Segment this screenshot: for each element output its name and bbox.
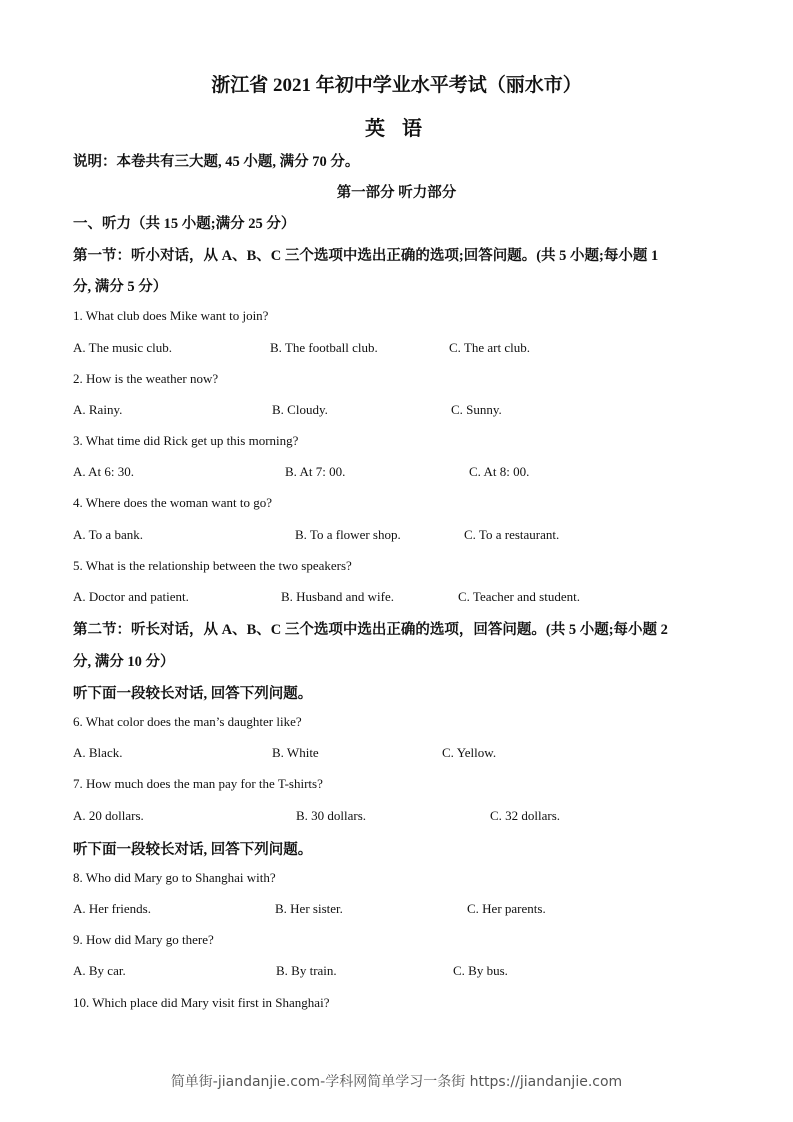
section-title: 一、听力（共 15 小题;满分 25 分） — [73, 216, 296, 232]
section2-intro-line1: 第二节：听长对话，从 A、B、C 三个选项中选出正确的选项，回答问题。(共 5 小题;每小题 2 — [73, 622, 668, 638]
question-1: 1. What club does Mike want to join? — [73, 308, 269, 323]
option-9c: C. By bus. — [453, 963, 508, 978]
option-6b: B. White — [272, 745, 319, 760]
option-4a: A. To a bank. — [73, 527, 143, 542]
dialog-instruction: 听下面一段较长对话, 回答下列问题。 — [73, 686, 313, 702]
option-9a: A. By car. — [73, 963, 126, 978]
option-1c: C. The art club. — [449, 340, 530, 355]
option-8b: B. Her sister. — [275, 901, 343, 916]
question-6: 6. What color does the man’s daughter like? — [73, 714, 302, 729]
option-8a: A. Her friends. — [73, 901, 151, 916]
subject-title: 英 语 — [365, 118, 428, 140]
question-5: 5. What is the relationship between the two speakers? — [73, 558, 352, 573]
option-5b: B. Husband and wife. — [281, 589, 395, 604]
option-7a: A. 20 dollars. — [73, 808, 144, 823]
question-4: 4. Where does the woman want to go? — [73, 495, 273, 510]
option-3c: C. At 8: 00. — [469, 464, 530, 479]
page-title: 浙江省 2021 年初中学业水平考试（丽水市） — [211, 75, 582, 96]
section1-intro-line1: 第一节：听小对话，从 A、B、C 三个选项中选出正确的选项;回答问题。(共 5 小题;每小题 1 — [73, 248, 659, 264]
option-7c: C. 32 dollars. — [490, 808, 561, 823]
question-2: 2. How is the weather now? — [73, 371, 219, 386]
option-4c: C. To a restaurant. — [464, 527, 560, 542]
question-9: 9. How did Mary go there? — [73, 932, 214, 947]
option-1a: A. The music club. — [73, 340, 173, 355]
option-2c: C. Sunny. — [451, 402, 502, 417]
section2-intro-line2: 分, 满分 10 分） — [73, 654, 175, 670]
question-10: 10. Which place did Mary visit first in Shanghai? — [73, 995, 330, 1010]
footer-watermark: 简单街-jiandanjie.com-学科网简单学习一条街 https://jiandanjie.com — [170, 1074, 623, 1090]
option-3b: B. At 7: 00. — [285, 464, 346, 479]
option-9b: B. By train. — [276, 963, 337, 978]
option-1b: B. The football club. — [270, 340, 378, 355]
option-7b: B. 30 dollars. — [296, 808, 367, 823]
section1-intro-line2: 分, 满分 5 分） — [73, 279, 168, 295]
option-2b: B. Cloudy. — [272, 402, 328, 417]
option-8c: C. Her parents. — [467, 901, 546, 916]
option-5c: C. Teacher and student. — [458, 589, 580, 604]
dialog-instruction: 听下面一段较长对话, 回答下列问题。 — [73, 842, 313, 858]
exam-instructions: 说明：本卷共有三大题, 45 小题, 满分 70 分。 — [73, 154, 360, 170]
question-7: 7. How much does the man pay for the T-shirts? — [73, 776, 323, 791]
option-5a: A. Doctor and patient. — [73, 589, 189, 604]
option-6c: C. Yellow. — [442, 745, 497, 760]
part-title: 第一部分 听力部分 — [336, 185, 457, 201]
option-4b: B. To a flower shop. — [295, 527, 401, 542]
question-3: 3. What time did Rick get up this morning? — [73, 433, 299, 448]
option-6a: A. Black. — [73, 745, 123, 760]
question-8: 8. Who did Mary go to Shanghai with? — [73, 870, 276, 885]
option-3a: A. At 6: 30. — [73, 464, 135, 479]
option-2a: A. Rainy. — [73, 402, 123, 417]
